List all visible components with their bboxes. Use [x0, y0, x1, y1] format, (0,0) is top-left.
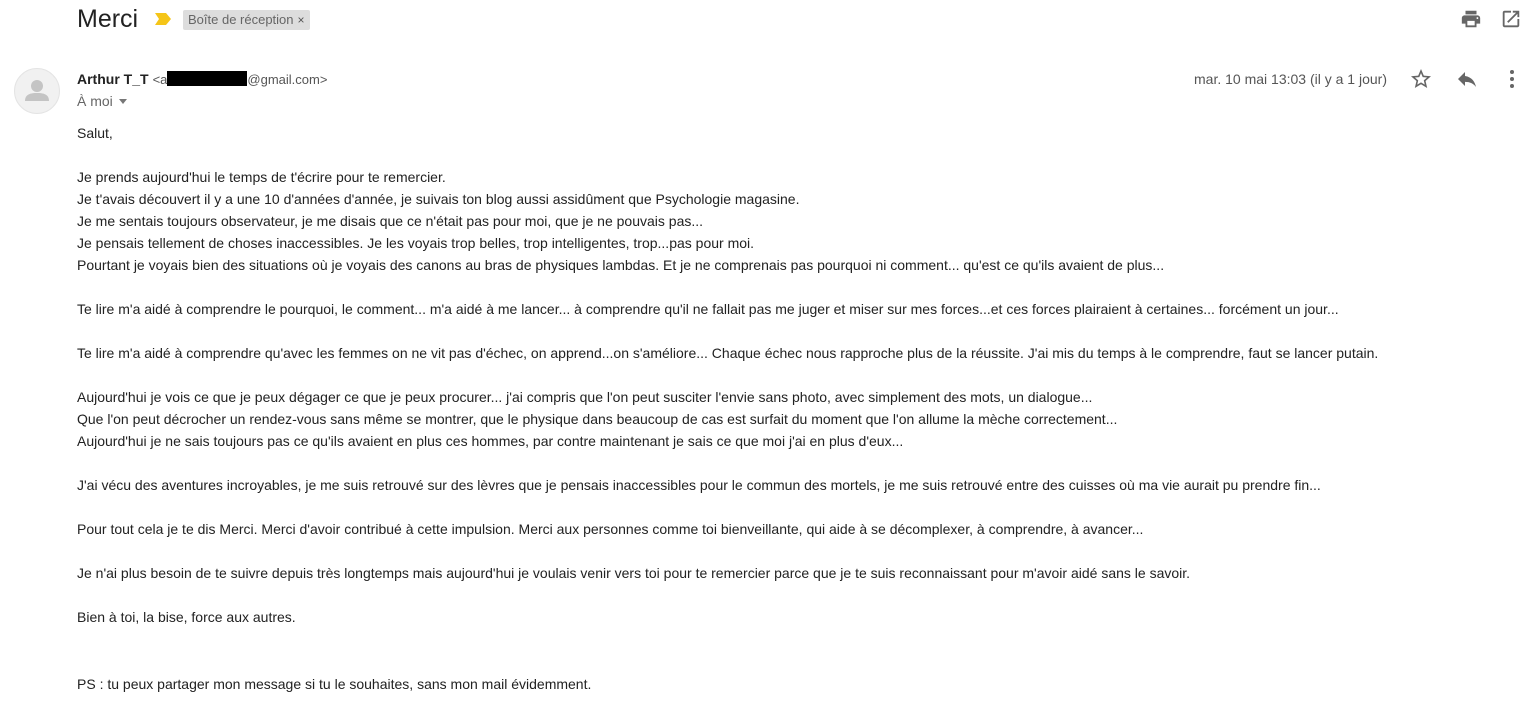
sender-name[interactable]: Arthur T_T — [77, 71, 149, 87]
body-line: Que l'on peut décrocher un rendez-vous sans même se montrer, que le physique dans beaucoup de cas est surfait du moment que l'on allume la mèche correctement... — [77, 411, 1118, 427]
sender-email — [153, 72, 328, 87]
reply-icon[interactable] — [1455, 67, 1479, 91]
body-line: Je prends aujourd'hui le temps de t'écrire pour te remercier. — [77, 169, 446, 185]
email-subject: Merci — [77, 5, 139, 33]
inbox-label-chip[interactable] — [183, 10, 310, 30]
body-paragraph: Te lire m'a aidé à comprendre le pourquoi, le comment... m'a aidé à me lancer... à comprendre qu'il ne fallait pas me juger et miser sur mes forces...et ces forces plairaient à certaines... forcément un jour... — [77, 301, 1339, 317]
recipient-text: À moi — [77, 93, 113, 109]
sender-line — [77, 69, 327, 89]
greeting: Salut, — [77, 125, 113, 141]
recipient-line[interactable] — [77, 91, 127, 111]
default-avatar-icon — [15, 69, 59, 113]
body-paragraph: Je n'ai plus besoin de te suivre depuis très longtemps mais aujourd'hui je voulais venir vers toi pour te remercier parce que je te suis reconnaissant pour m'avoir aidé sans le savoir. — [77, 565, 1191, 581]
body-line: Aujourd'hui je ne sais toujours pas ce qu'ils avaient en plus ces hommes, par contre maintenant je sais ce que moi j'ai en plus d'eux... — [77, 433, 904, 449]
remove-label-icon[interactable]: × — [297, 13, 305, 27]
recipient-details-chevron-down-icon[interactable] — [119, 99, 127, 104]
postscript: PS : tu peux partager mon message si tu le souhaites, sans mon mail évidemment. — [77, 676, 592, 692]
star-icon[interactable] — [1409, 67, 1433, 91]
body-paragraph: J'ai vécu des aventures incroyables, je me suis retrouvé sur des lèvres que je pensais inaccessibles pour le commun des mortels, je me suis retrouvé entre des cuisses où ma vie aurait pu prendre fin... — [77, 477, 1321, 493]
redacted-block — [167, 71, 247, 86]
open-in-new-window-icon[interactable] — [1500, 8, 1522, 30]
sender-email-suffix: @gmail.com> — [247, 72, 328, 87]
subject-header — [77, 0, 1517, 40]
body-line: Pourtant je voyais bien des situations où je voyais des canons au bras de physiques lambdas. Et je ne comprenais pas pourquoi ni comment... qu'est ce qu'ils avaient de plus... — [77, 257, 1165, 273]
body-line: Aujourd'hui je vois ce que je peux dégager ce que je peux procurer... j'ai compris que l'on peut susciter l'envie sans photo, avec simplement des mots, un dialogue... — [77, 389, 1093, 405]
sender-email-prefix: <a — [152, 72, 168, 87]
inbox-label-text: Boîte de réception — [188, 12, 294, 27]
importance-marker-icon[interactable] — [155, 13, 171, 25]
body-paragraph: Te lire m'a aidé à comprendre qu'avec les femmes on ne vit pas d'échec, on apprend...on s'améliore... Chaque échec nous rapproche plus de la réussite. J'ai mis du temps à le comprendre, faut se lancer putain. — [77, 345, 1379, 361]
print-icon[interactable] — [1460, 8, 1482, 30]
message-date: mar. 10 mai 13:03 (il y a 1 jour) — [1194, 71, 1387, 87]
body-line: Je me sentais toujours observateur, je me disais que ce n'était pas pour moi, que je ne pouvais pas... — [77, 213, 704, 229]
sign-off: Bien à toi, la bise, force aux autres. — [77, 609, 296, 625]
message-body — [77, 122, 1517, 695]
sender-avatar — [14, 68, 60, 114]
more-vert-icon[interactable] — [1500, 67, 1524, 91]
body-paragraph: Pour tout cela je te dis Merci. Merci d'avoir contribué à cette impulsion. Merci aux personnes comme toi bienveillante, qui aide à se décomplexer, à comprendre, à avancer... — [77, 521, 1144, 537]
body-line: Je pensais tellement de choses inaccessibles. Je les voyais trop belles, trop intelligentes, trop...pas pour moi. — [77, 235, 755, 251]
body-line: Je t'avais découvert il y a une 10 d'années d'année, je suivais ton blog aussi assidûment que Psychologie magasine. — [77, 191, 800, 207]
